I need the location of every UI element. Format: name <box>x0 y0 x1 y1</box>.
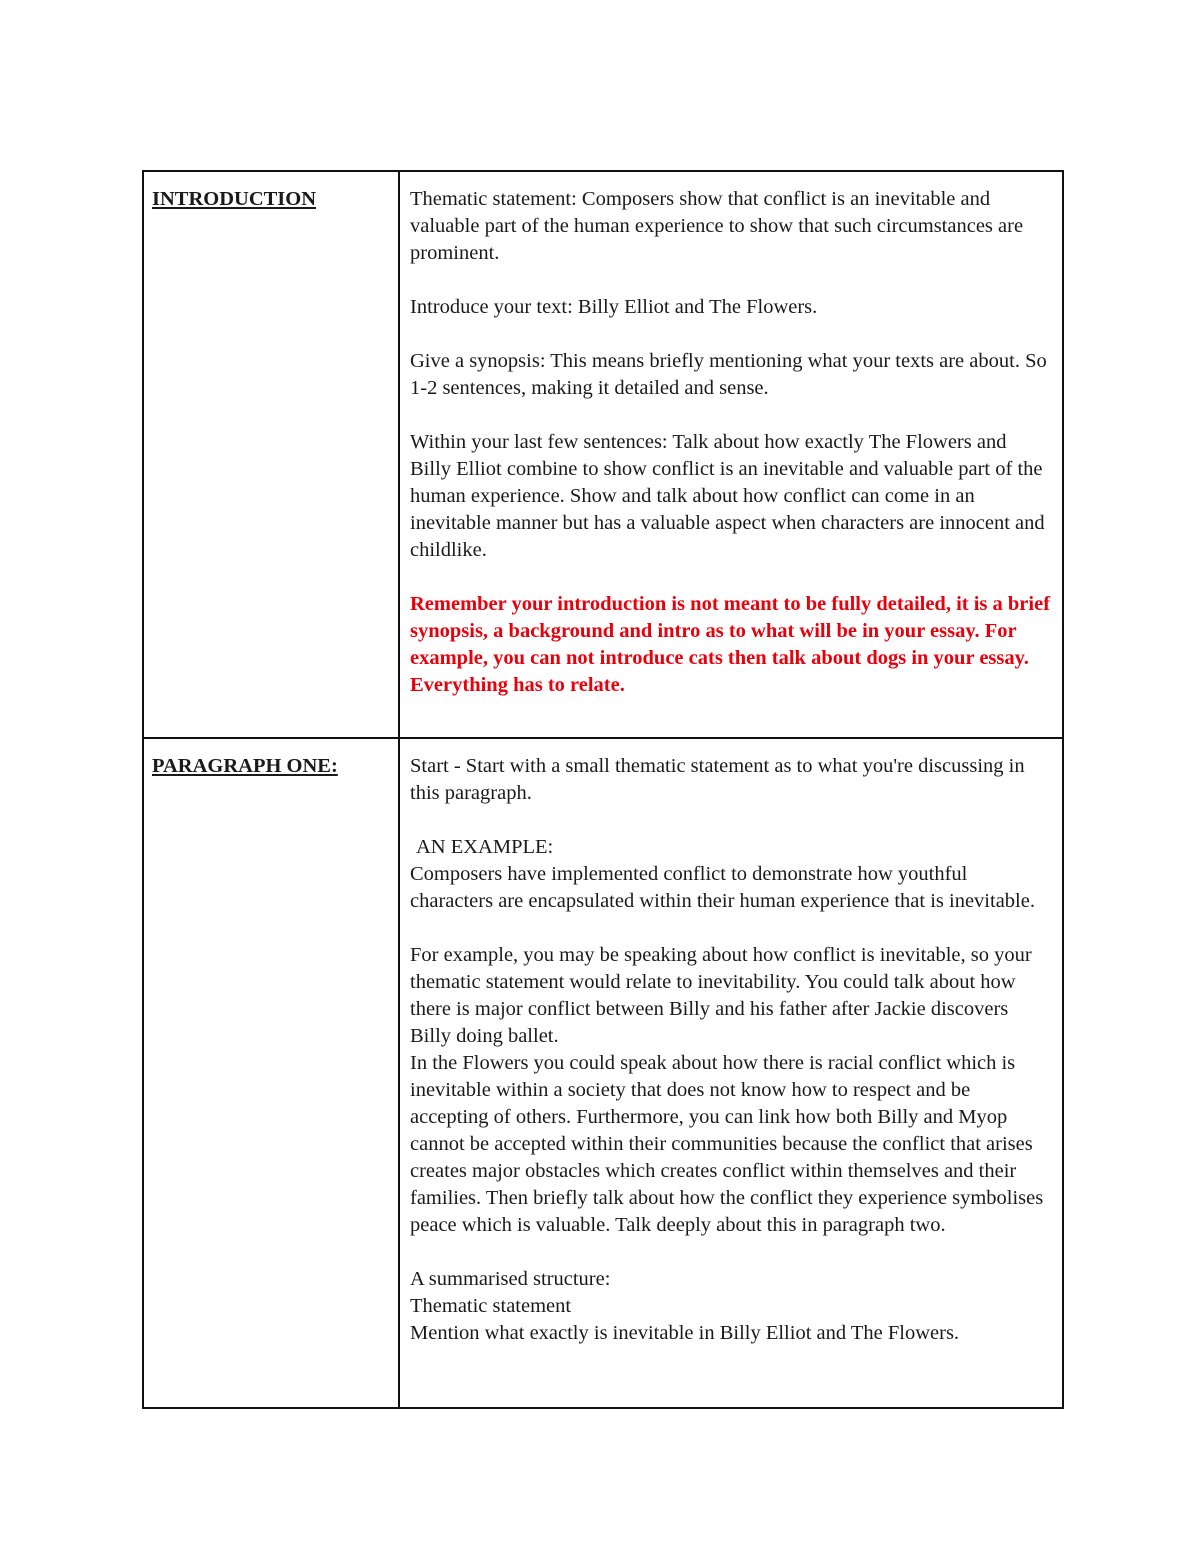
introduce-text: Introduce your text: Billy Elliot and The Flowers. <box>410 296 818 318</box>
introduction-reminder-text: Remember your introduction is not meant to be fully detailed, it is a brief synopsis, a background and intro as to what will be in your essay. For example, you can not introduce cats then talk about dogs in your essay. Everything has to relate. <box>410 593 1051 696</box>
thematic-statement-text: Thematic statement: Composers show that conflict is an inevitable and valuable part of the human experience to show that such circumstances are prominent. <box>410 188 1024 264</box>
introduction-label-cell <box>143 171 399 738</box>
example-heading: AN EXAMPLE: <box>416 836 554 858</box>
paragraph-one-row <box>143 738 1063 1408</box>
paragraph-one-label-cell <box>143 738 399 1408</box>
summary-heading: A summarised structure: <box>410 1268 611 1290</box>
introduction-row <box>143 171 1063 738</box>
for-example-text: For example, you may be speaking about how conflict is inevitable, so your thematic statement would relate to inevitability. You could talk about how there is major conflict between Billy and his father after Jackie discovers Billy doing ballet. <box>410 944 1032 1047</box>
summary-item-inevitable: Mention what exactly is inevitable in Billy Elliot and The Flowers. <box>410 1322 960 1344</box>
paragraph-one-content-cell <box>399 738 1063 1408</box>
essay-plan-table <box>142 170 1064 1409</box>
introduction-content-cell <box>399 171 1063 738</box>
flowers-text: In the Flowers you could speak about how there is racial conflict which is inevitable within a society that does not know how to respect and be accepting of others. Furthermore, you can link how both Billy and Myop cannot be accepted within their communities because the conflict that arises creates major obstacles which creates conflict within themselves and their families. Then briefly talk about how the conflict they experience symbolises peace which is valuable. Talk deeply about this in paragraph two. <box>410 1052 1044 1236</box>
last-sentences-text: Within your last few sentences: Talk about how exactly The Flowers and Billy Elliot combine to show conflict is an inevitable and valuable part of the human experience. Show and talk about how conflict can come in an inevitable manner but has a valuable aspect when characters are innocent and childlike. <box>410 431 1045 561</box>
summary-item-thematic: Thematic statement <box>410 1295 572 1317</box>
start-text: Start - Start with a small thematic statement as to what you're discussing in this paragraph. <box>410 755 1025 804</box>
example-text: Composers have implemented conflict to demonstrate how youthful characters are encapsulated within their human experience that is inevitable. <box>410 863 1035 912</box>
synopsis-text: Give a synopsis: This means briefly mentioning what your texts are about. So 1-2 sentences, making it detailed and sense. <box>410 350 1047 399</box>
paragraph-one-label: PARAGRAPH ONE: <box>152 755 338 777</box>
introduction-label: INTRODUCTION <box>152 188 317 210</box>
